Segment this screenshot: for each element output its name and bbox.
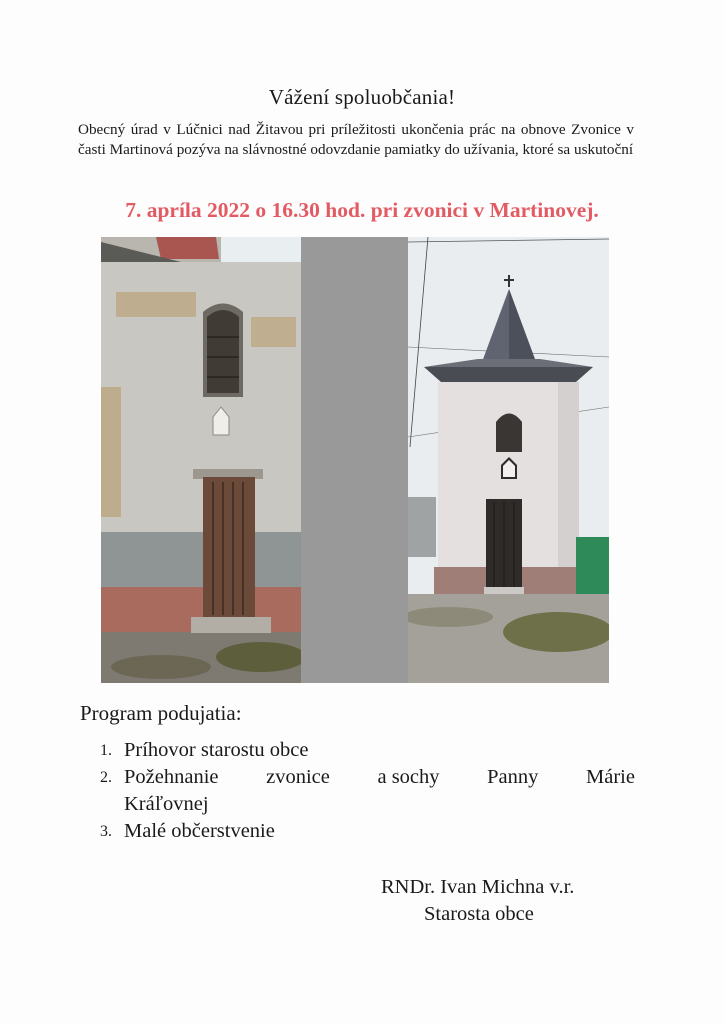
photo-collage [101, 237, 609, 683]
greeting-heading: Vážení spoluobčania! [268, 85, 456, 109]
photo-belfry-before [101, 237, 301, 683]
program-list [100, 737, 635, 845]
signature-role: Starosta obce [424, 903, 534, 925]
belfry-after-image [408, 237, 609, 683]
program-item-2 [100, 764, 635, 818]
program-item-word: Márie [586, 766, 635, 788]
program-item-text: Príhovor starostu obce [124, 739, 309, 761]
program-item-continuation: Kráľovnej [124, 793, 209, 815]
program-item-1 [100, 737, 635, 764]
program-item-word: zvonice [266, 766, 330, 788]
belfry-before-image [101, 237, 301, 683]
program-item-word: Požehnanie [124, 766, 219, 788]
program-title: Program podujatia: [80, 701, 242, 725]
signature-name: RNDr. Ivan Michna v.r. [381, 876, 575, 898]
program-item-word: Panny [487, 766, 539, 788]
photo-belfry-after [408, 237, 609, 683]
program-item-number: 1. [100, 742, 112, 759]
photo-separator [301, 237, 408, 683]
intro-paragraph: Obecný úrad v Lúčnici nad Žitavou pri príležitosti ukončenia prác na obnove Zvonice v časti Martinová pozýva na slávnostné odovzdanie pamiatky do užívania, ktoré sa uskutoční [78, 121, 634, 158]
event-date-line: 7. apríla 2022 o 16.30 hod. pri zvonici v Martinovej. [125, 198, 599, 222]
program-item-text: Malé občerstvenie [124, 820, 275, 842]
program-item-number: 2. [100, 769, 112, 786]
program-item-word: a sochy [377, 766, 440, 788]
program-item-3 [100, 818, 635, 845]
program-item-number: 3. [100, 823, 112, 840]
